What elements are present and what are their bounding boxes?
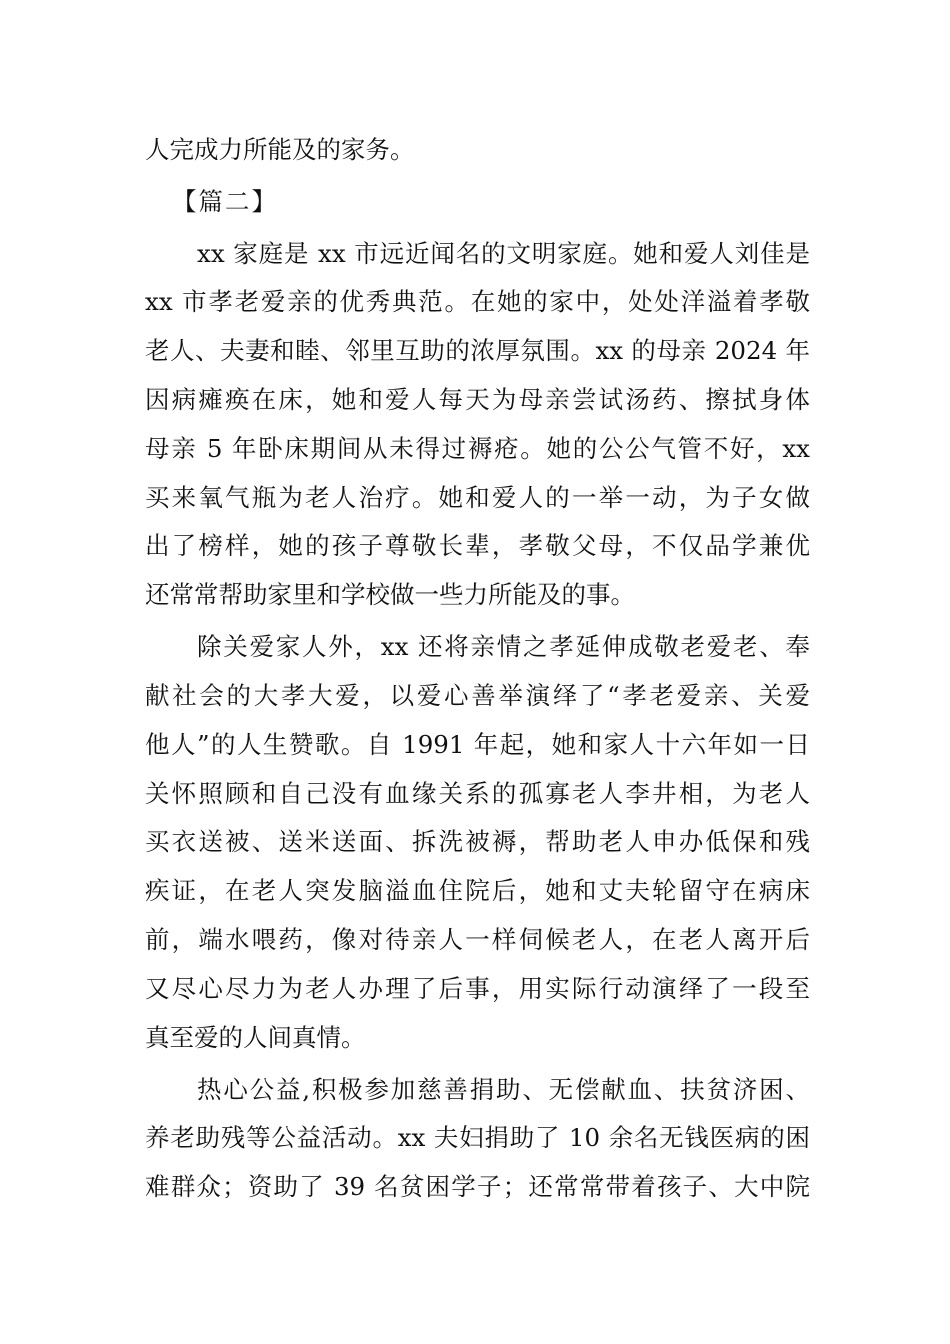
paragraph-2-line: 他人”的人生赞歌。自 1991 年起，她和家人十六年如一日 [145, 730, 810, 759]
paragraph-2-line: 关怀照顾和自己没有血缘关系的孤寡老人李井相，为老人 [145, 779, 810, 808]
paragraph-3-line: 热心公益,积极参加慈善捐助、无偿献血、扶贫济困、 [197, 1075, 810, 1104]
paragraph-1-line: 母亲 5 年卧床期间从未得过褥疮。她的公公气管不好，xx [145, 434, 810, 463]
paragraph-3-line: 养老助残等公益活动。xx 夫妇捐助了 10 余名无钱医病的困 [145, 1123, 810, 1152]
paragraph-2-line: 真至爱的人间真情。 [145, 1023, 366, 1052]
paragraph-1-line: xx 家庭是 xx 市远近闻名的文明家庭。她和爱人刘佳是 [197, 239, 810, 268]
paragraph-2-line: 又尽心尽力为老人办理了后事，用实际行动演绎了一段至 [145, 974, 810, 1003]
paragraph-1-line: 出了榜样，她的孩子尊敬长辈，孝敬父母，不仅品学兼优 [145, 531, 810, 560]
paragraph-2-line: 除关爱家人外，xx 还将亲情之孝延伸成敬老爱老、奉 [197, 632, 810, 661]
paragraph-1-line: 因病瘫痪在床，她和爱人每天为母亲尝试汤药、擦拭身体 [145, 385, 810, 414]
paragraph-1-line: 买来氧气瓶为老人治疗。她和爱人的一举一动，为子女做 [145, 483, 810, 512]
paragraph-1-line: 还常常帮助家里和学校做一些力所能及的事。 [145, 580, 635, 609]
paragraph-2-line: 疾证，在老人突发脑溢血住院后，她和丈夫轮留守在病床 [145, 876, 810, 905]
paragraph-2-line: 前，端水喂药，像对待亲人一样伺候老人，在老人离开后 [145, 925, 810, 954]
paragraph-2-line: 买衣送被、送米送面、拆洗被褥，帮助老人申办低保和残 [145, 827, 810, 856]
section-heading: 【篇二】 [172, 187, 278, 216]
paragraph-1-line: 老人、夫妻和睦、邻里互助的浓厚氛围。xx 的母亲 2024 年 [145, 336, 810, 365]
paragraph-3-line: 难群众；资助了 39 名贫困学子；还常常带着孩子、大中院 [145, 1172, 810, 1201]
paragraph-1-line: xx 市孝老爱亲的优秀典范。在她的家中，处处洋溢着孝敬 [145, 287, 810, 316]
text-line: 人完成力所能及的家务。 [145, 135, 415, 164]
paragraph-2-line: 献社会的大孝大爱，以爱心善举演绎了“孝老爱亲、关爱 [145, 681, 810, 710]
